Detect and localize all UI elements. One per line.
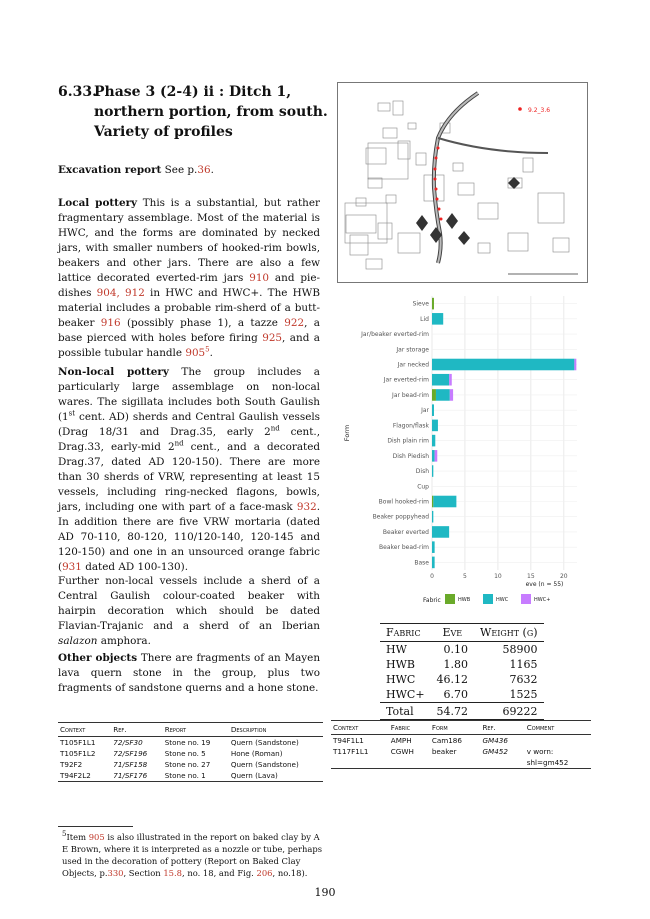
ref-link[interactable]: 931 bbox=[62, 561, 82, 573]
ref-link[interactable]: 904, 912 bbox=[96, 287, 145, 299]
objects-table bbox=[58, 722, 323, 782]
footnote: $^5$Item 905 is also illustrated in the report on baked clay by A E Brown, where it is interpreted as a nozzle or tube, perhaps used in the decoration of pottery (Report on Baked Clay Objects, p.330, Section 15.8, no. 18, and Fig. 206, no.18). bbox=[62, 830, 323, 878]
y-tick-label: Beaker everted bbox=[382, 528, 429, 536]
ref-link[interactable]: 932 bbox=[296, 501, 317, 513]
y-tick-label: Jar necked bbox=[397, 361, 429, 369]
bar-segment bbox=[432, 298, 434, 310]
bar-segment bbox=[432, 374, 449, 386]
ref-link[interactable]: 206 bbox=[256, 868, 273, 878]
y-tick-label: Jar bead-rim bbox=[392, 391, 429, 399]
x-axis-title: eve (n = 55) bbox=[525, 581, 564, 588]
bar-segment bbox=[432, 404, 434, 416]
local-pottery-label: Local pottery bbox=[58, 197, 138, 209]
page-number: 190 bbox=[314, 886, 336, 899]
site-plan-map bbox=[337, 82, 588, 283]
bar-segment bbox=[432, 420, 438, 432]
bar-segment bbox=[449, 374, 452, 386]
y-tick-label: Jar bbox=[421, 407, 429, 415]
y-tick-label: Dish bbox=[415, 468, 429, 476]
x-tick-label: 10 bbox=[494, 573, 502, 580]
excavation-paragraph: Excavation report See p.36. bbox=[58, 164, 214, 176]
y-tick-label: Base bbox=[414, 559, 429, 567]
other-objects-label: Other objects bbox=[58, 652, 138, 664]
bar-segment bbox=[433, 496, 456, 508]
legend-label: HWC bbox=[496, 597, 509, 603]
y-tick-label: Flagon/flask bbox=[392, 422, 429, 430]
legend-title: Fabric bbox=[423, 597, 441, 604]
map-legend-text: 9.2_3.6 bbox=[528, 107, 551, 114]
legend-swatch bbox=[483, 594, 493, 604]
table-row: T92F2 71/SF158 Stone no. 27 Quern (Sandstone) bbox=[60, 760, 299, 769]
table-row: T94F1L1 AMPH Cam186 GM436 bbox=[333, 736, 508, 745]
footnote-rule bbox=[58, 826, 133, 827]
y-tick-label: Bowl hooked-rim bbox=[378, 498, 429, 506]
table-row: T105F1L1 72/SF30 Stone no. 19 Quern (Sandstone) bbox=[60, 738, 299, 747]
col-header: Fabric bbox=[389, 721, 430, 735]
y-tick-label: Dish Piedish bbox=[392, 452, 429, 460]
ref-link[interactable]: 922 bbox=[284, 317, 305, 329]
col-header: Ref. bbox=[480, 721, 524, 735]
other-objects-paragraph: Other objects There are fragments of an Mayen lava quern stone in the group, plus two fragments of sandstone querns and a hone stone. bbox=[58, 652, 321, 694]
col-header: Comment bbox=[525, 721, 591, 735]
plot-area bbox=[432, 296, 577, 570]
x-tick-label: 15 bbox=[527, 573, 535, 580]
table-row: T94F2L2 71/SF176 Stone no. 1 Quern (Lava) bbox=[58, 770, 323, 782]
bar-segment bbox=[432, 511, 433, 523]
table-row: HW 0.10 58900 bbox=[386, 643, 538, 656]
bar-segment bbox=[432, 465, 433, 477]
legend-label: HWC+ bbox=[534, 597, 551, 603]
form-fabric-chart bbox=[337, 292, 587, 612]
nonlocal-pottery-label: Non-local pottery bbox=[58, 366, 169, 378]
bar-segment bbox=[432, 557, 435, 569]
table-row: T117F1L1 CGWH beaker GM452 v worn: bbox=[333, 747, 554, 756]
section-heading bbox=[58, 82, 328, 142]
legend-swatch bbox=[445, 594, 455, 604]
legend-dot-icon bbox=[518, 107, 522, 111]
bar-segment bbox=[432, 450, 435, 462]
col-header: Form bbox=[430, 721, 481, 735]
table-row: shl=gm452 bbox=[331, 757, 591, 769]
col-header: Description bbox=[229, 723, 323, 737]
bar-segment bbox=[432, 313, 443, 325]
table-total-row: Total 54.72 69222 bbox=[380, 703, 544, 720]
col-header: Ref. bbox=[111, 723, 162, 737]
y-axis-title: Form bbox=[343, 424, 351, 442]
bar-segment bbox=[432, 359, 574, 371]
table-row: HWC 46.12 7632 bbox=[386, 673, 538, 686]
x-tick-label: 0 bbox=[430, 573, 434, 580]
footnote-mark: 5 bbox=[62, 830, 67, 839]
fabric-eve-table bbox=[380, 623, 544, 720]
bar-segment bbox=[432, 496, 433, 508]
bar-segment bbox=[432, 541, 435, 553]
pottery-table bbox=[331, 720, 591, 769]
further-paragraph: Further non-local vessels include a sherd of a Central Gaulish colour-coated beaker with hairpin decoration which should be dated Flavian-Trajanic and a sherd of an Iberian salazon amphora. bbox=[58, 575, 320, 647]
bar-segment bbox=[432, 389, 436, 401]
ref-link[interactable]: 925 bbox=[262, 332, 283, 344]
y-tick-label: Jar everted-rim bbox=[383, 376, 429, 384]
col-header: Report bbox=[163, 723, 229, 737]
col-header: Context bbox=[58, 723, 111, 737]
col-header: Eve bbox=[431, 624, 475, 642]
bar-segment bbox=[436, 389, 450, 401]
table-row: HWB 1.80 1165 bbox=[386, 658, 538, 671]
y-tick-label: Beaker bead-rim bbox=[379, 544, 429, 552]
y-tick-label: Beaker poppyhead bbox=[372, 513, 429, 521]
section-title: Phase 3 (2-4) ii : Ditch 1, northern portion, from south. Variety of profiles bbox=[94, 84, 328, 140]
y-tick-label: Lid bbox=[420, 315, 429, 323]
ref-link[interactable]: 330 bbox=[107, 868, 124, 878]
footnote-marker[interactable]: 5 bbox=[205, 345, 210, 354]
excavation-page-link[interactable]: 36 bbox=[197, 164, 211, 176]
table-row: HWC+ 6.70 1525 bbox=[380, 687, 544, 703]
col-header: Fabric bbox=[380, 624, 431, 642]
bar-segment bbox=[450, 389, 453, 401]
nonlocal-pottery-paragraph: Non-local pottery The group includes a particularly large assemblage on non-local wares. The sigillata includes both South Gaulish (1st cent. AD) sherds and Central Gaulish vessels (Drag 18/31 and Drag.35, early 2nd cent., Drag.33, early-mid 2nd cent., and a decorated Drag.37, dated AD 120-150). There are more than 30 sherds of VRW, representing at least 15 vessels, including ring-necked flagons, bowls, jars, including one with part of a face-mask 932. In addition there are five VRW mortaria (dated AD 70-110, 80-120, 110/120-140, 120-145 and 120-150) and one in an unsourced orange fabric (931 dated AD 100-130). bbox=[58, 366, 321, 573]
ref-link[interactable]: 916 bbox=[100, 317, 121, 329]
table-row: T105F1L2 72/SF196 Stone no. 5 Hone (Roman) bbox=[60, 749, 283, 758]
y-tick-label: Jar storage bbox=[396, 346, 429, 354]
bar-segment bbox=[435, 450, 438, 462]
legend-label: HWB bbox=[458, 597, 471, 603]
ref-link[interactable]: 15.8 bbox=[163, 868, 182, 878]
legend-swatch bbox=[521, 594, 531, 604]
ref-link[interactable]: 910 bbox=[249, 272, 270, 284]
y-tick-label: Cup bbox=[417, 483, 429, 491]
bar-segment bbox=[574, 359, 576, 371]
bar-segment bbox=[432, 526, 449, 538]
local-pottery-paragraph: Local pottery This is a substantial, but rather fragmentary assemblage. Most of the material is HWC, and the forms are dominated by necked jars, with smaller numbers of hooked-rim bowls, beakers and other jars. There are also a few lattice decorated everted-rim jars 910 and pie-dishes 904, 912 in HWC and HWC+. The HWB material includes a probable rim-sherd of a butt-beaker 916 (possibly phase 1), a tazze 922, a base pierced with holes before firing 925, and a possible tubular handle $905^5$. bbox=[58, 197, 320, 359]
ref-link[interactable]: 905 bbox=[185, 347, 206, 359]
section-number: 6.33. bbox=[58, 84, 97, 100]
site-plan-drawing bbox=[338, 83, 587, 282]
col-header: Weight (g) bbox=[474, 624, 543, 642]
bar-segment bbox=[432, 435, 435, 447]
y-tick-label: Dish plain rim bbox=[387, 437, 429, 445]
x-tick-label: 20 bbox=[559, 573, 568, 580]
x-tick-label: 5 bbox=[463, 573, 467, 580]
chart-svg bbox=[337, 292, 587, 612]
y-tick-label: Sieve bbox=[412, 300, 429, 308]
excavation-label: Excavation report bbox=[58, 164, 162, 176]
ref-link[interactable]: 905 bbox=[88, 832, 105, 842]
y-tick-label: Jar/beaker everted-rim bbox=[361, 331, 429, 339]
col-header: Context bbox=[331, 721, 389, 735]
